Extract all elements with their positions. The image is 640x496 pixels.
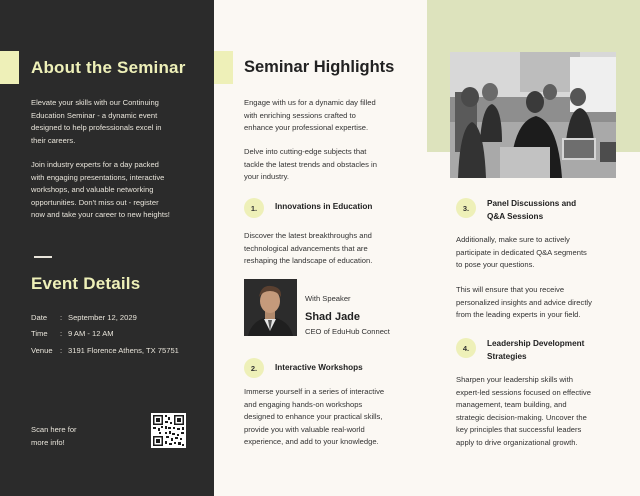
accent-bar	[214, 51, 233, 84]
item-body-3: Additionally, make sure to actively participate in dedicated Q&A segments to pose your questions.	[456, 235, 587, 270]
event-time-value: 9 AM - 12 AM	[68, 329, 114, 338]
speaker-name: Shad Jade	[305, 311, 361, 323]
item-body-1: Discover the latest breakthroughs and technological advancements that are reshaping the landscape of education.	[244, 231, 373, 266]
item-title-3: Panel Discussions and Q&A Sessions	[487, 199, 577, 221]
highlights-intro-1: Engage with us for a dynamic day filled with enriching sessions crafted to enhance your professional expertise.	[244, 98, 376, 133]
right-panel	[427, 0, 640, 496]
about-paragraph-1: Elevate your skills with our Continuing Education Seminar - a dynamic event designed to help professionals excel in their careers.	[31, 98, 162, 145]
accent-bar	[0, 51, 19, 84]
left-panel	[0, 0, 214, 496]
section-divider	[34, 256, 52, 258]
item-number-3: 3.	[456, 198, 476, 218]
item-body-3b: This will ensure that you receive personalized insights and advice directly from the leading experts in your field.	[456, 285, 592, 320]
scan-text: Scan here for more info!	[31, 425, 77, 447]
event-venue-label: Venue	[31, 346, 53, 355]
event-date-label: Date	[31, 313, 48, 322]
event-time-row	[31, 329, 114, 338]
item-body-4: Sharpen your leadership skills with expert-led sessions focused on effective management, team building, and strategic decision-making. Uncover the key principles that successful leaders apply to drive organizational growth.	[456, 375, 591, 447]
item-title-1: Innovations in Education	[275, 202, 373, 211]
separator: :	[60, 313, 63, 322]
about-paragraph-2: Join industry experts for a day packed with engaging presentations, interactive workshops, and valuable networking opportunities. Don't miss out - register now and take your career to new heights!	[31, 160, 170, 220]
event-venue-value: 3191 Florence Athens, TX 75751	[68, 346, 179, 355]
qr-code[interactable]	[151, 413, 186, 448]
item-title-2: Interactive Workshops	[275, 363, 363, 372]
item-number-4: 4.	[456, 338, 476, 358]
event-date-row	[31, 313, 137, 322]
speaker-photo	[244, 279, 297, 336]
separator: :	[60, 346, 63, 355]
event-venue-row	[31, 346, 179, 355]
qr-code-icon	[151, 413, 186, 448]
highlights-heading: Seminar Highlights	[244, 58, 395, 76]
event-details-heading: Event Details	[31, 274, 141, 293]
speaker-role: CEO of EduHub Connect	[305, 327, 390, 336]
item-number-1: 1.	[244, 198, 264, 218]
item-body-2: Immerse yourself in a series of interactive and engaging hands-on workshops designed to enhance your practical skills, provide you with valuable real-world experience, and add to your knowledge.	[244, 387, 385, 447]
item-number-2: 2.	[244, 358, 264, 378]
separator: :	[60, 329, 63, 338]
event-date-value: September 12, 2029	[68, 313, 137, 322]
about-heading: About the Seminar	[31, 58, 186, 77]
event-time-label: Time	[31, 329, 48, 338]
middle-panel	[214, 0, 427, 496]
speaker-label: With Speaker	[305, 294, 351, 303]
team-meeting-photo	[450, 52, 616, 178]
item-title-4: Leadership Development Strategies	[487, 339, 585, 361]
highlights-intro-2: Delve into cutting-edge subjects that tackle the latest trends and obstacles in your industry.	[244, 147, 377, 182]
